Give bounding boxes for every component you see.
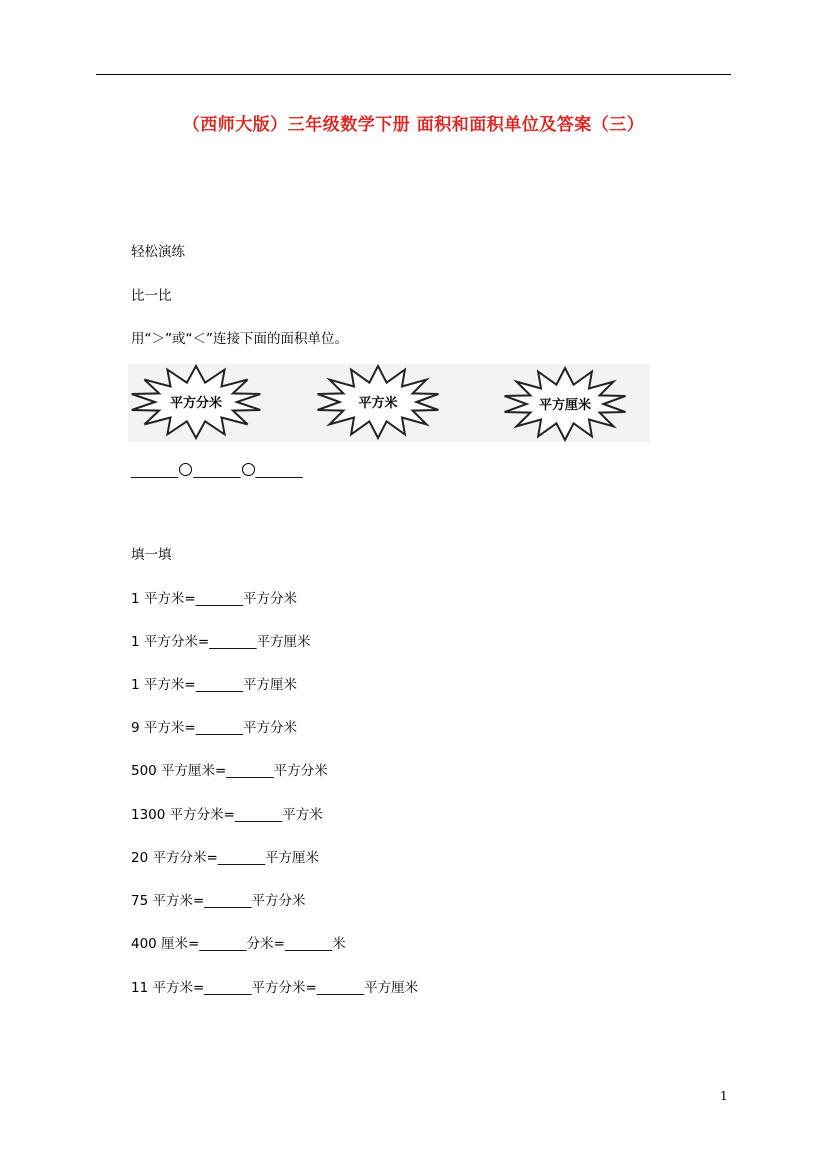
subheading-compare: 比一比 (131, 288, 172, 304)
fill-item: 1 平方米=_______平方厘米 (131, 677, 297, 693)
fill-item: 400 厘米=_______分米=_______米 (131, 936, 346, 952)
star-unit-label: 平方米 (358, 396, 398, 411)
header-rule (96, 74, 731, 75)
fill-item: 9 平方米=_______平方分米 (131, 720, 297, 736)
compare-blank-3[interactable]: _______ (255, 463, 303, 479)
fill-item: 1 平方米=_______平方分米 (131, 591, 297, 607)
star-unit-label: 平方厘米 (538, 398, 592, 413)
fill-item: 75 平方米=_______平方分米 (131, 893, 306, 909)
unit-star-images (128, 364, 650, 442)
star-unit-label: 平方分米 (169, 396, 223, 411)
compare-blank-1[interactable]: _______ (131, 463, 179, 479)
fill-item: 500 平方厘米=_______平方分米 (131, 763, 328, 779)
compare-circle-2[interactable] (242, 463, 255, 476)
fill-item: 20 平方分米=_______平方厘米 (131, 850, 320, 866)
compare-blank-2[interactable]: _______ (193, 463, 241, 479)
compare-answer-line (131, 462, 303, 480)
fill-item: 11 平方米=_______平方分米=_______平方厘米 (131, 980, 419, 996)
section-heading-fill: 填一填 (131, 547, 172, 563)
compare-instruction: 用“＞”或“＜”连接下面的面积单位。 (131, 331, 348, 347)
compare-circle-1[interactable] (179, 463, 192, 476)
document-title: （西师大版）三年级数学下册 面积和面积单位及答案（三） (182, 115, 645, 135)
section-heading-practice: 轻松演练 (131, 244, 185, 260)
fill-item: 1300 平方分米=_______平方米 (131, 807, 323, 823)
page-number: 1 (720, 1089, 728, 1103)
fill-item: 1 平方分米=_______平方厘米 (131, 634, 311, 650)
